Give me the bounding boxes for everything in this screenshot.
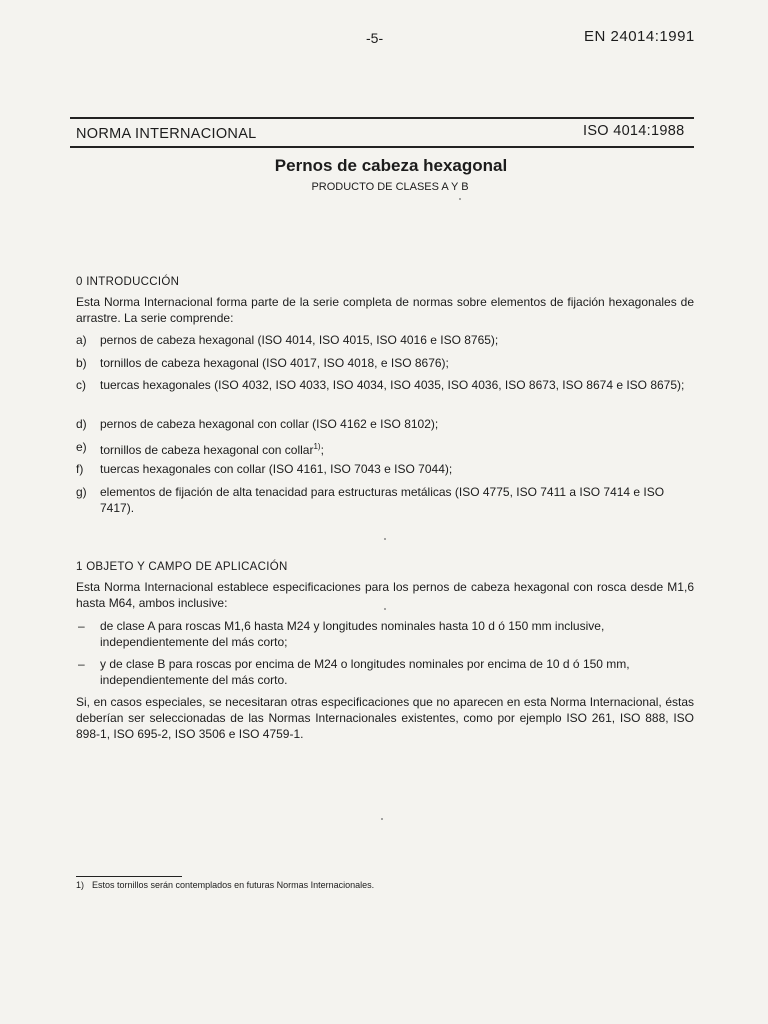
list-item-text: tornillos de cabeza hexagonal con collar	[100, 443, 314, 457]
list-item	[76, 439, 694, 458]
section-heading-introduction: 0 INTRODUCCIÓN	[76, 276, 180, 288]
en-standard-code: EN 24014:1991	[584, 28, 695, 45]
footnote-text: Estos tornillos serán contemplados en futuras Normas Internacionales.	[92, 880, 375, 890]
footnote-mark: 1)	[76, 880, 85, 890]
scope-paragraph: Esta Norma Internacional establece especificaciones para los pernos de cabeza hexagonal con rosca desde M1,6 hasta M64, ambos inclusive:	[76, 580, 694, 610]
list-item	[76, 355, 694, 371]
scan-speck	[384, 538, 386, 540]
list-item-text: de clase A para roscas M1,6 hasta M24 y longitudes nominales hasta 10 d ó 150 mm inclusive, independientemente del más corto;	[100, 619, 605, 649]
list-item-label: g)	[76, 485, 87, 499]
list-item	[76, 484, 694, 516]
list-item-label: –	[78, 657, 85, 671]
list-item-label: f)	[76, 462, 84, 476]
footnote	[76, 880, 374, 890]
document-subtitle: PRODUCTO DE CLASES A Y B	[311, 181, 469, 193]
list-item-label: –	[78, 619, 85, 633]
page-header	[0, 26, 768, 50]
page-number: -5-	[366, 30, 384, 46]
scan-speck	[381, 818, 383, 820]
list-item	[76, 332, 694, 348]
intro-paragraph: Esta Norma Internacional forma parte de la serie completa de normas sobre elementos de fijación hexagonales de arrastre. La serie comprende:	[76, 295, 694, 325]
list-item-suffix: ;	[320, 443, 324, 457]
list-item-text: y de clase B para roscas por encima de M24 o longitudes nominales por encima de 10 d ó 150 mm, independientemente del más corto.	[100, 657, 630, 687]
list-item	[76, 377, 694, 393]
list-item-text: tornillos de cabeza hexagonal (ISO 4017, ISO 4018, e ISO 8676);	[100, 356, 449, 370]
document-title: Pernos de cabeza hexagonal	[274, 156, 508, 175]
list-item-text: elementos de fijación de alta tenacidad para estructuras metálicas (ISO 4775, ISO 7411 a ISO 7414 e ISO 7417).	[100, 485, 665, 515]
list-item-text: pernos de cabeza hexagonal con collar (ISO 4162 e ISO 8102);	[100, 417, 439, 431]
header-rule-top	[70, 117, 694, 119]
list-item	[76, 461, 694, 477]
list-item	[76, 656, 694, 688]
section-heading-scope: 1 OBJETO Y CAMPO DE APLICACIÓN	[76, 561, 288, 573]
list-item-label: c)	[76, 378, 86, 392]
norm-title: NORMA INTERNACIONAL	[76, 126, 257, 142]
list-item	[76, 416, 694, 432]
scan-speck	[459, 198, 461, 200]
scan-speck	[384, 608, 386, 610]
list-item-text: tuercas hexagonales con collar (ISO 4161, ISO 7043 e ISO 7044);	[100, 462, 453, 476]
list-item-label: a)	[76, 333, 87, 347]
list-item-text: tuercas hexagonales (ISO 4032, ISO 4033, ISO 4034, ISO 4035, ISO 4036, ISO 8673, ISO 8674 e ISO 8675);	[100, 378, 685, 392]
list-item	[76, 618, 694, 650]
list-item-label: d)	[76, 417, 87, 431]
scope-closing-paragraph: Si, en casos especiales, se necesitaran otras especificaciones que no aparecen en esta Norma Internacional, éstas deberían ser seleccionadas de las Normas Internacionales existentes, como por ejemplo ISO 261, ISO 888, ISO 898-1, ISO 695-2, ISO 3506 e ISO 4759-1.	[76, 695, 694, 741]
list-item-text: pernos de cabeza hexagonal (ISO 4014, ISO 4015, ISO 4016 e ISO 8765);	[100, 333, 499, 347]
list-item-label: e)	[76, 440, 87, 454]
footnote-reference[interactable]: 1)	[313, 442, 321, 451]
footnote-rule	[76, 876, 182, 877]
list-item-label: b)	[76, 356, 87, 370]
header-rule-bottom	[70, 146, 694, 148]
iso-standard-code: ISO 4014:1988	[583, 123, 685, 139]
